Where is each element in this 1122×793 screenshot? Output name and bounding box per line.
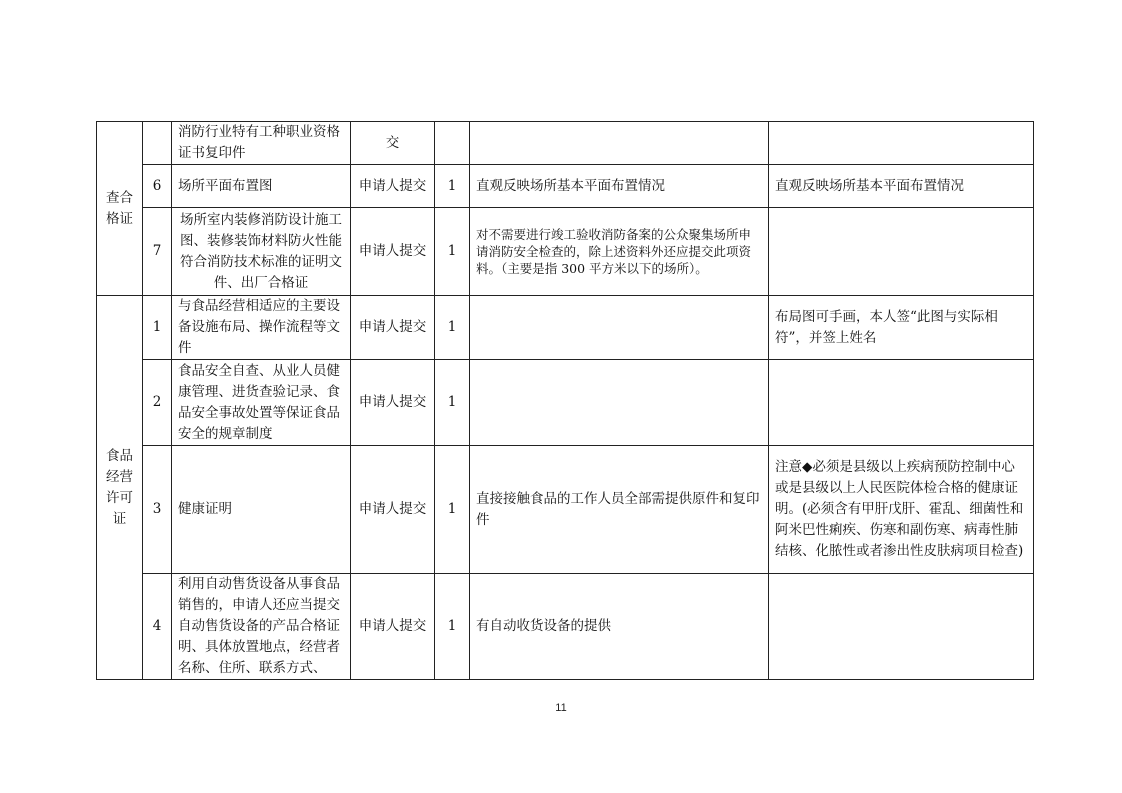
count-cell: 1 [435, 165, 470, 208]
table-row [97, 296, 1034, 360]
remark-cell [769, 574, 1034, 680]
source-cell: 交 [351, 122, 435, 165]
requirements-table [96, 121, 1034, 680]
source-cell: 申请人提交 [351, 296, 435, 360]
page-number: 11 [555, 702, 567, 714]
material-cell: 食品安全自查、从业人员健康管理、进货查验记录、食品安全事故处置等保证食品安全的规章制度 [172, 360, 351, 446]
note-cell [470, 122, 769, 165]
row-number: 1 [143, 296, 172, 360]
remark-cell: 直观反映场所基本平面布置情况 [769, 165, 1034, 208]
count-cell [435, 122, 470, 165]
remark-cell [769, 208, 1034, 296]
remark-cell [769, 360, 1034, 446]
table-row [97, 574, 1034, 680]
table-row [97, 165, 1034, 208]
count-cell: 1 [435, 360, 470, 446]
category-label: 查合格证 [106, 189, 133, 227]
material-cell: 利用自动售货设备从事食品销售的，申请人还应当提交自动售货设备的产品合格证明、具体放置地点，经营者名称、住所、联系方式、 [172, 574, 351, 680]
row-number: 6 [143, 165, 172, 208]
remark-cell: 注意◆必须是县级以上疾病预防控制中心或是县级以上人民医院体检合格的健康证明。(必须含有甲肝戊肝、霍乱、细菌性和阿米巴性痢疾、伤寒和副伤寒、病毒性肺结核、化脓性或者渗出性皮肤病项目检查) [769, 446, 1034, 574]
material-cell: 与食品经营相适应的主要设备设施布局、操作流程等文件 [172, 296, 351, 360]
source-cell: 申请人提交 [351, 574, 435, 680]
source-cell: 申请人提交 [351, 360, 435, 446]
material-cell: 健康证明 [172, 446, 351, 574]
row-number: 2 [143, 360, 172, 446]
table-row [97, 208, 1034, 296]
count-cell: 1 [435, 296, 470, 360]
row-number: 3 [143, 446, 172, 574]
table-row [97, 446, 1034, 574]
note-cell: 直接接触食品的工作人员全部需提供原件和复印件 [470, 446, 769, 574]
row-number [143, 122, 172, 165]
remark-cell [769, 122, 1034, 165]
source-cell: 申请人提交 [351, 446, 435, 574]
category-cell [97, 296, 143, 680]
row-number: 4 [143, 574, 172, 680]
remark-cell: 布局图可手画，本人签“此图与实际相符”，并签上姓名 [769, 296, 1034, 360]
count-cell: 1 [435, 446, 470, 574]
count-cell: 1 [435, 208, 470, 296]
note-cell [470, 296, 769, 360]
count-cell: 1 [435, 574, 470, 680]
category-label: 食品经营许可证 [106, 447, 133, 527]
material-cell: 场所平面布置图 [172, 165, 351, 208]
note-cell: 对不需要进行竣工验收消防备案的公众聚集场所申请消防安全检查的，除上述资料外还应提交此项资料。（主要是指 300 平方米以下的场所）。 [470, 208, 769, 296]
note-cell [470, 360, 769, 446]
table-row [97, 122, 1034, 165]
source-cell: 申请人提交 [351, 208, 435, 296]
material-cell: 消防行业特有工种职业资格证书复印件 [172, 122, 351, 165]
material-cell: 场所室内装修消防设计施工图、装修装饰材料防火性能符合消防技术标准的证明文件、出厂合格证 [172, 208, 351, 296]
note-cell: 有自动收货设备的提供 [470, 574, 769, 680]
source-cell: 申请人提交 [351, 165, 435, 208]
table-row [97, 360, 1034, 446]
category-cell [97, 122, 143, 296]
row-number: 7 [143, 208, 172, 296]
note-cell: 直观反映场所基本平面布置情况 [470, 165, 769, 208]
